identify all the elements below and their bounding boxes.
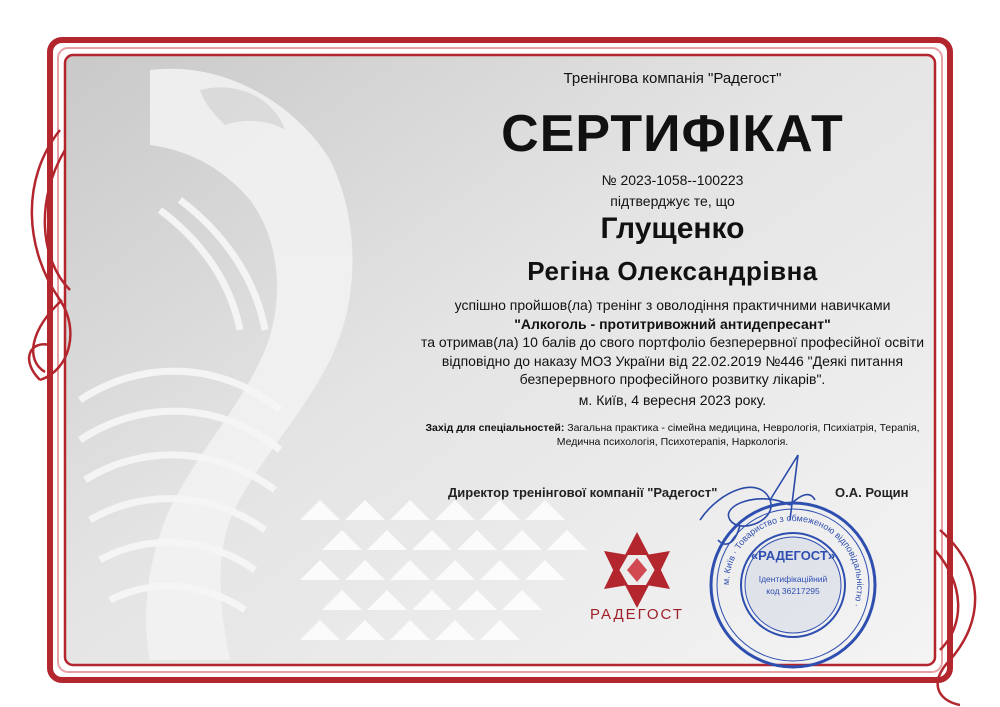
specialties-line-2: Медична психологія, Психотерапія, Наркологія.: [556, 436, 789, 448]
director-title: Директор тренінгової компанії "Радегост": [448, 485, 718, 500]
body-line-1: успішно пройшов(ла) тренінг з оволодіння практичними навичками: [454, 297, 891, 313]
stamp-ring-text: [721, 513, 865, 608]
recipient-given-names: Регіна Олександрівна: [527, 256, 818, 286]
certificate-body: [420, 296, 925, 389]
specialties: [420, 421, 925, 449]
place-date: м. Київ, 4 вересня 2023 року.: [578, 392, 767, 408]
specialties-label: Захід для спеціальностей:: [425, 422, 565, 434]
training-title: "Алкоголь - протитривожний антидепресант": [514, 315, 831, 332]
stamp-ring-textpath: м. Київ · Товариство з обмеженою відповідальністю ·: [720, 512, 866, 609]
company-header: Тренінгова компанія "Радегост": [563, 70, 782, 87]
director-name: О.А. Рощин: [835, 485, 909, 500]
body-line-5: безперервного професійного розвитку лікарів".: [519, 371, 826, 387]
stamp-title: «РАДЕГОСТ»: [750, 548, 836, 563]
stamp-id-code: код 36217295: [766, 586, 820, 596]
confirm-text: підтверджує те, що: [610, 193, 735, 209]
body-line-4: відповідно до наказу МОЗ України від 22.02.2019 №446 "Деякі питання: [441, 352, 904, 369]
recipient-surname: Глущенко: [600, 212, 745, 245]
specialties-line-1: Загальна практика - сімейна медицина, Неврологія, Психіатрія, Терапія,: [567, 422, 920, 434]
body-line-3: та отримав(ла) 10 балів до свого портфоліо безперервної професійної освіти: [420, 334, 925, 350]
certificate-number: № 2023-1058--100223: [601, 172, 744, 188]
stamp-ring: [711, 503, 875, 667]
certificate-title: СЕРТИФІКАТ: [501, 105, 844, 163]
logo-text: РАДЕГОСТ: [589, 606, 685, 623]
stamp-id-label: Ідентифікаційний: [758, 574, 828, 584]
